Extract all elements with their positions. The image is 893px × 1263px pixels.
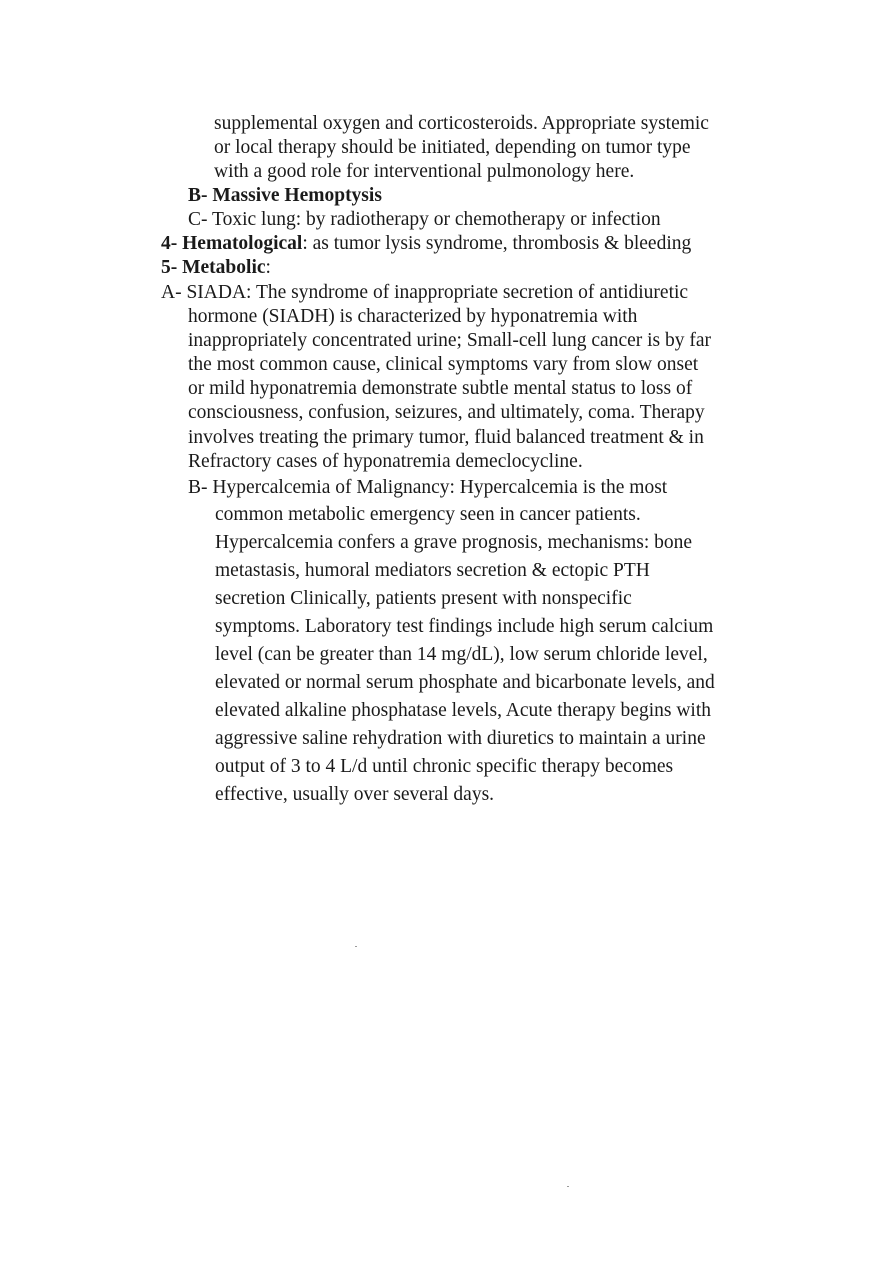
hypercalcemia-line-11: output of 3 to 4 L/d until chronic specific therapy becomes (215, 756, 674, 777)
intro-line-1: supplemental oxygen and corticosteroids. Appropriate systemic (214, 113, 709, 134)
siada-line-6: consciousness, confusion, seizures, and ultimately, coma. Therapy (188, 402, 705, 423)
hypercalcemia-line-5: secretion Clinically, patients present with nonspecific (215, 588, 632, 609)
hypercalcemia-line-9: elevated alkaline phosphatase levels, Acute therapy begins with (215, 700, 712, 721)
hypercalcemia-line-6: symptoms. Laboratory test findings include high serum calcium (215, 616, 714, 637)
siada-line-5: or mild hyponatremia demonstrate subtle mental status to loss of (188, 378, 693, 399)
siada-line-2: hormone (SIADH) is characterized by hyponatremia with (188, 306, 638, 327)
item-4-title: Hematological (182, 233, 303, 254)
hypercalcemia-line-8: elevated or normal serum phosphate and bicarbonate levels, and (215, 672, 715, 693)
hypercalcemia-line-1: B- Hypercalcemia of Malignancy: Hypercalcemia is the most (188, 477, 668, 498)
siada-line-4: the most common cause, clinical symptoms vary from slow onset (188, 354, 699, 375)
item-5-text: : (265, 257, 271, 278)
item-b-heading (188, 184, 382, 208)
item-5-marker: 5- (161, 257, 183, 278)
scan-speck (567, 1186, 569, 1187)
item-4-marker: 4- (161, 233, 183, 254)
hypercalcemia-line-10: aggressive saline rehydration with diuretics to maintain a urine (215, 728, 706, 749)
hypercalcemia-line-4: metastasis, humoral mediators secretion & ectopic PTH (215, 560, 650, 581)
item-c-text: Toxic lung: by radiotherapy or chemotherapy or infection (207, 209, 661, 230)
siada-line-7: involves treating the primary tumor, fluid balanced treatment & in (188, 427, 704, 448)
intro-line-3: with a good role for interventional pulmonology here. (214, 161, 635, 182)
siada-line-1: A- SIADA: The syndrome of inappropriate secretion of antidiuretic (161, 282, 689, 303)
scan-speck (355, 946, 357, 947)
hypercalcemia-line-2: common metabolic emergency seen in cancer patients. (215, 504, 641, 525)
hypercalcemia-line-12: effective, usually over several days. (215, 784, 495, 805)
item-5-title: Metabolic (182, 257, 266, 278)
intro-line-2: or local therapy should be initiated, depending on tumor type (214, 137, 691, 158)
hypercalcemia-line-3: Hypercalcemia confers a grave prognosis, mechanisms: bone (215, 532, 693, 553)
item-c (188, 208, 661, 232)
siada-line-3: inappropriately concentrated urine; Small-cell lung cancer is by far (188, 330, 712, 351)
item-5 (161, 256, 271, 280)
item-4-text: : as tumor lysis syndrome, thrombosis & bleeding (302, 233, 692, 254)
item-b-label: B- Massive Hemoptysis (188, 185, 382, 206)
item-c-marker: C- (188, 209, 208, 230)
item-4 (161, 232, 691, 256)
siada-line-8: Refractory cases of hyponatremia demeclocycline. (188, 451, 583, 472)
hypercalcemia-line-7: level (can be greater than 14 mg/dL), low serum chloride level, (215, 644, 708, 665)
